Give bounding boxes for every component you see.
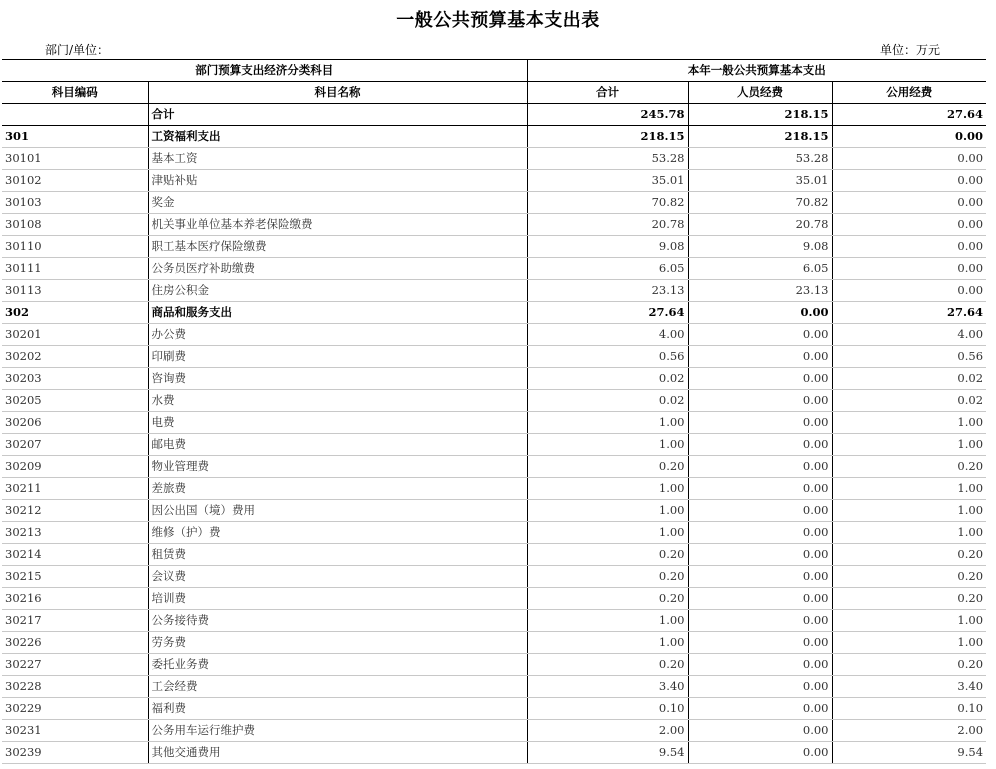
row-name: 奖金: [148, 192, 527, 214]
row-public: 1.00: [832, 610, 986, 632]
row-name: 福利费: [148, 698, 527, 720]
row-code: 30227: [2, 654, 148, 676]
row-name: 维修（护）费: [148, 522, 527, 544]
row-code: 30103: [2, 192, 148, 214]
row-public: 9.54: [832, 742, 986, 764]
row-public: 27.64: [832, 302, 986, 324]
row-personnel: 0.00: [688, 566, 832, 588]
total-row: [2, 104, 986, 126]
row-total: 23.13: [527, 280, 688, 302]
row-name: 公务接待费: [148, 610, 527, 632]
row-public: 1.00: [832, 412, 986, 434]
row-total: 1.00: [527, 412, 688, 434]
row-personnel: 218.15: [688, 126, 832, 148]
row-name: 基本工资: [148, 148, 527, 170]
row-name: 电费: [148, 412, 527, 434]
row-name: 职工基本医疗保险缴费: [148, 236, 527, 258]
table-row: [2, 214, 986, 236]
table-row: [2, 742, 986, 764]
row-public: 0.10: [832, 698, 986, 720]
row-code: 30216: [2, 588, 148, 610]
table-row: [2, 720, 986, 742]
row-code: 30226: [2, 632, 148, 654]
table-row: [2, 148, 986, 170]
row-total: 0.20: [527, 566, 688, 588]
row-public: 0.00: [832, 170, 986, 192]
row-total: 27.64: [527, 302, 688, 324]
row-personnel: 0.00: [688, 390, 832, 412]
row-personnel: 0.00: [688, 742, 832, 764]
row-code: 30111: [2, 258, 148, 280]
row-total: 9.54: [527, 742, 688, 764]
row-public: 0.56: [832, 346, 986, 368]
row-total: 2.00: [527, 720, 688, 742]
row-code: 30203: [2, 368, 148, 390]
row-name: 劳务费: [148, 632, 527, 654]
row-personnel: 0.00: [688, 676, 832, 698]
total-name: 合计: [148, 104, 527, 126]
row-personnel: 6.05: [688, 258, 832, 280]
row-public: 3.40: [832, 676, 986, 698]
row-total: 0.20: [527, 654, 688, 676]
row-total: 1.00: [527, 522, 688, 544]
table-row: [2, 522, 986, 544]
row-code: 30110: [2, 236, 148, 258]
category-row: [2, 302, 986, 324]
total-personnel: 218.15: [688, 104, 832, 126]
row-personnel: 0.00: [688, 632, 832, 654]
row-public: 0.20: [832, 566, 986, 588]
row-total: 1.00: [527, 434, 688, 456]
row-name: 公务用车运行维护费: [148, 720, 527, 742]
row-total: 218.15: [527, 126, 688, 148]
table-row: [2, 698, 986, 720]
row-public: 0.00: [832, 214, 986, 236]
row-public: 0.20: [832, 456, 986, 478]
row-personnel: 0.00: [688, 698, 832, 720]
row-code: 30217: [2, 610, 148, 632]
row-public: 0.02: [832, 390, 986, 412]
row-personnel: 70.82: [688, 192, 832, 214]
page-title: 一般公共预算基本支出表: [396, 10, 600, 31]
row-name: 住房公积金: [148, 280, 527, 302]
table-row: [2, 456, 986, 478]
row-personnel: 0.00: [688, 456, 832, 478]
table-row: [2, 368, 986, 390]
row-name: 培训费: [148, 588, 527, 610]
total-code: [2, 104, 148, 126]
header-name: 科目名称: [148, 82, 527, 104]
category-row: [2, 126, 986, 148]
table-row: [2, 412, 986, 434]
table-row: [2, 192, 986, 214]
row-code: 30214: [2, 544, 148, 566]
row-name: 工会经费: [148, 676, 527, 698]
row-name: 办公费: [148, 324, 527, 346]
row-public: 0.02: [832, 368, 986, 390]
row-personnel: 0.00: [688, 434, 832, 456]
budget-table: [2, 59, 986, 764]
row-total: 0.02: [527, 390, 688, 412]
row-personnel: 0.00: [688, 302, 832, 324]
row-code: 30228: [2, 676, 148, 698]
row-public: 0.00: [832, 192, 986, 214]
row-name: 津贴补贴: [148, 170, 527, 192]
row-personnel: 0.00: [688, 654, 832, 676]
row-name: 会议费: [148, 566, 527, 588]
row-personnel: 0.00: [688, 478, 832, 500]
row-total: 4.00: [527, 324, 688, 346]
row-code: 30206: [2, 412, 148, 434]
row-code: 30201: [2, 324, 148, 346]
row-code: 301: [2, 126, 148, 148]
row-total: 3.40: [527, 676, 688, 698]
table-body: [2, 104, 986, 764]
row-code: 30207: [2, 434, 148, 456]
row-total: 0.20: [527, 456, 688, 478]
table-row: [2, 434, 986, 456]
row-total: 35.01: [527, 170, 688, 192]
table-row: [2, 324, 986, 346]
table-row: [2, 478, 986, 500]
row-name: 水费: [148, 390, 527, 412]
row-total: 0.56: [527, 346, 688, 368]
header-personnel: 人员经费: [688, 82, 832, 104]
row-total: 20.78: [527, 214, 688, 236]
table-row: [2, 258, 986, 280]
row-name: 差旅费: [148, 478, 527, 500]
row-personnel: 35.01: [688, 170, 832, 192]
table-row: [2, 610, 986, 632]
row-public: 0.00: [832, 126, 986, 148]
row-total: 0.02: [527, 368, 688, 390]
row-total: 1.00: [527, 632, 688, 654]
row-personnel: 0.00: [688, 368, 832, 390]
row-personnel: 9.08: [688, 236, 832, 258]
department-label: 部门/单位：: [45, 43, 110, 57]
row-public: 0.20: [832, 654, 986, 676]
row-public: 0.20: [832, 588, 986, 610]
row-personnel: 0.00: [688, 720, 832, 742]
header-group-right: 本年一般公共预算基本支出: [527, 60, 986, 82]
row-personnel: 23.13: [688, 280, 832, 302]
table-row: [2, 500, 986, 522]
header-group-row: [2, 60, 986, 82]
table-row: [2, 676, 986, 698]
row-total: 0.20: [527, 588, 688, 610]
row-total: 0.10: [527, 698, 688, 720]
row-total: 6.05: [527, 258, 688, 280]
unit-label: 单位：万元: [880, 43, 941, 57]
row-public: 0.20: [832, 544, 986, 566]
row-public: 1.00: [832, 500, 986, 522]
row-code: 30239: [2, 742, 148, 764]
row-personnel: 53.28: [688, 148, 832, 170]
row-name: 物业管理费: [148, 456, 527, 478]
row-public: 4.00: [832, 324, 986, 346]
row-personnel: 0.00: [688, 522, 832, 544]
row-code: 30229: [2, 698, 148, 720]
table-row: [2, 346, 986, 368]
table-row: [2, 588, 986, 610]
row-total: 1.00: [527, 610, 688, 632]
row-public: 0.00: [832, 280, 986, 302]
total-total: 245.78: [527, 104, 688, 126]
row-total: 0.20: [527, 544, 688, 566]
row-public: 1.00: [832, 632, 986, 654]
row-public: 1.00: [832, 522, 986, 544]
row-name: 机关事业单位基本养老保险缴费: [148, 214, 527, 236]
table-row: [2, 236, 986, 258]
row-code: 30209: [2, 456, 148, 478]
row-name: 委托业务费: [148, 654, 527, 676]
row-code: 30231: [2, 720, 148, 742]
row-personnel: 0.00: [688, 610, 832, 632]
row-personnel: 0.00: [688, 324, 832, 346]
row-name: 工资福利支出: [148, 126, 527, 148]
row-public: 0.00: [832, 258, 986, 280]
table-row: [2, 170, 986, 192]
row-total: 1.00: [527, 478, 688, 500]
table-row: [2, 566, 986, 588]
row-code: 30108: [2, 214, 148, 236]
row-name: 公务员医疗补助缴费: [148, 258, 527, 280]
row-total: 53.28: [527, 148, 688, 170]
row-public: 1.00: [832, 434, 986, 456]
row-code: 302: [2, 302, 148, 324]
row-personnel: 20.78: [688, 214, 832, 236]
header-public: 公用经费: [832, 82, 986, 104]
row-total: 1.00: [527, 500, 688, 522]
row-code: 30102: [2, 170, 148, 192]
row-name: 印刷费: [148, 346, 527, 368]
row-personnel: 0.00: [688, 588, 832, 610]
row-code: 30101: [2, 148, 148, 170]
table-row: [2, 280, 986, 302]
header-group-left: 部门预算支出经济分类科目: [2, 60, 527, 82]
table-row: [2, 544, 986, 566]
total-public: 27.64: [832, 104, 986, 126]
row-name: 租赁费: [148, 544, 527, 566]
row-personnel: 0.00: [688, 500, 832, 522]
row-personnel: 0.00: [688, 346, 832, 368]
header-column-row: [2, 82, 986, 104]
row-public: 0.00: [832, 236, 986, 258]
row-name: 咨询费: [148, 368, 527, 390]
row-total: 70.82: [527, 192, 688, 214]
row-code: 30215: [2, 566, 148, 588]
row-name: 邮电费: [148, 434, 527, 456]
row-code: 30211: [2, 478, 148, 500]
row-name: 商品和服务支出: [148, 302, 527, 324]
row-personnel: 0.00: [688, 544, 832, 566]
row-code: 30212: [2, 500, 148, 522]
row-name: 其他交通费用: [148, 742, 527, 764]
row-personnel: 0.00: [688, 412, 832, 434]
table-row: [2, 632, 986, 654]
row-total: 9.08: [527, 236, 688, 258]
row-public: 2.00: [832, 720, 986, 742]
header-total: 合计: [527, 82, 688, 104]
row-code: 30213: [2, 522, 148, 544]
row-public: 1.00: [832, 478, 986, 500]
table-row: [2, 390, 986, 412]
row-public: 0.00: [832, 148, 986, 170]
row-name: 因公出国（境）费用: [148, 500, 527, 522]
row-code: 30205: [2, 390, 148, 412]
row-code: 30113: [2, 280, 148, 302]
header-code: 科目编码: [2, 82, 148, 104]
table-row: [2, 654, 986, 676]
row-code: 30202: [2, 346, 148, 368]
